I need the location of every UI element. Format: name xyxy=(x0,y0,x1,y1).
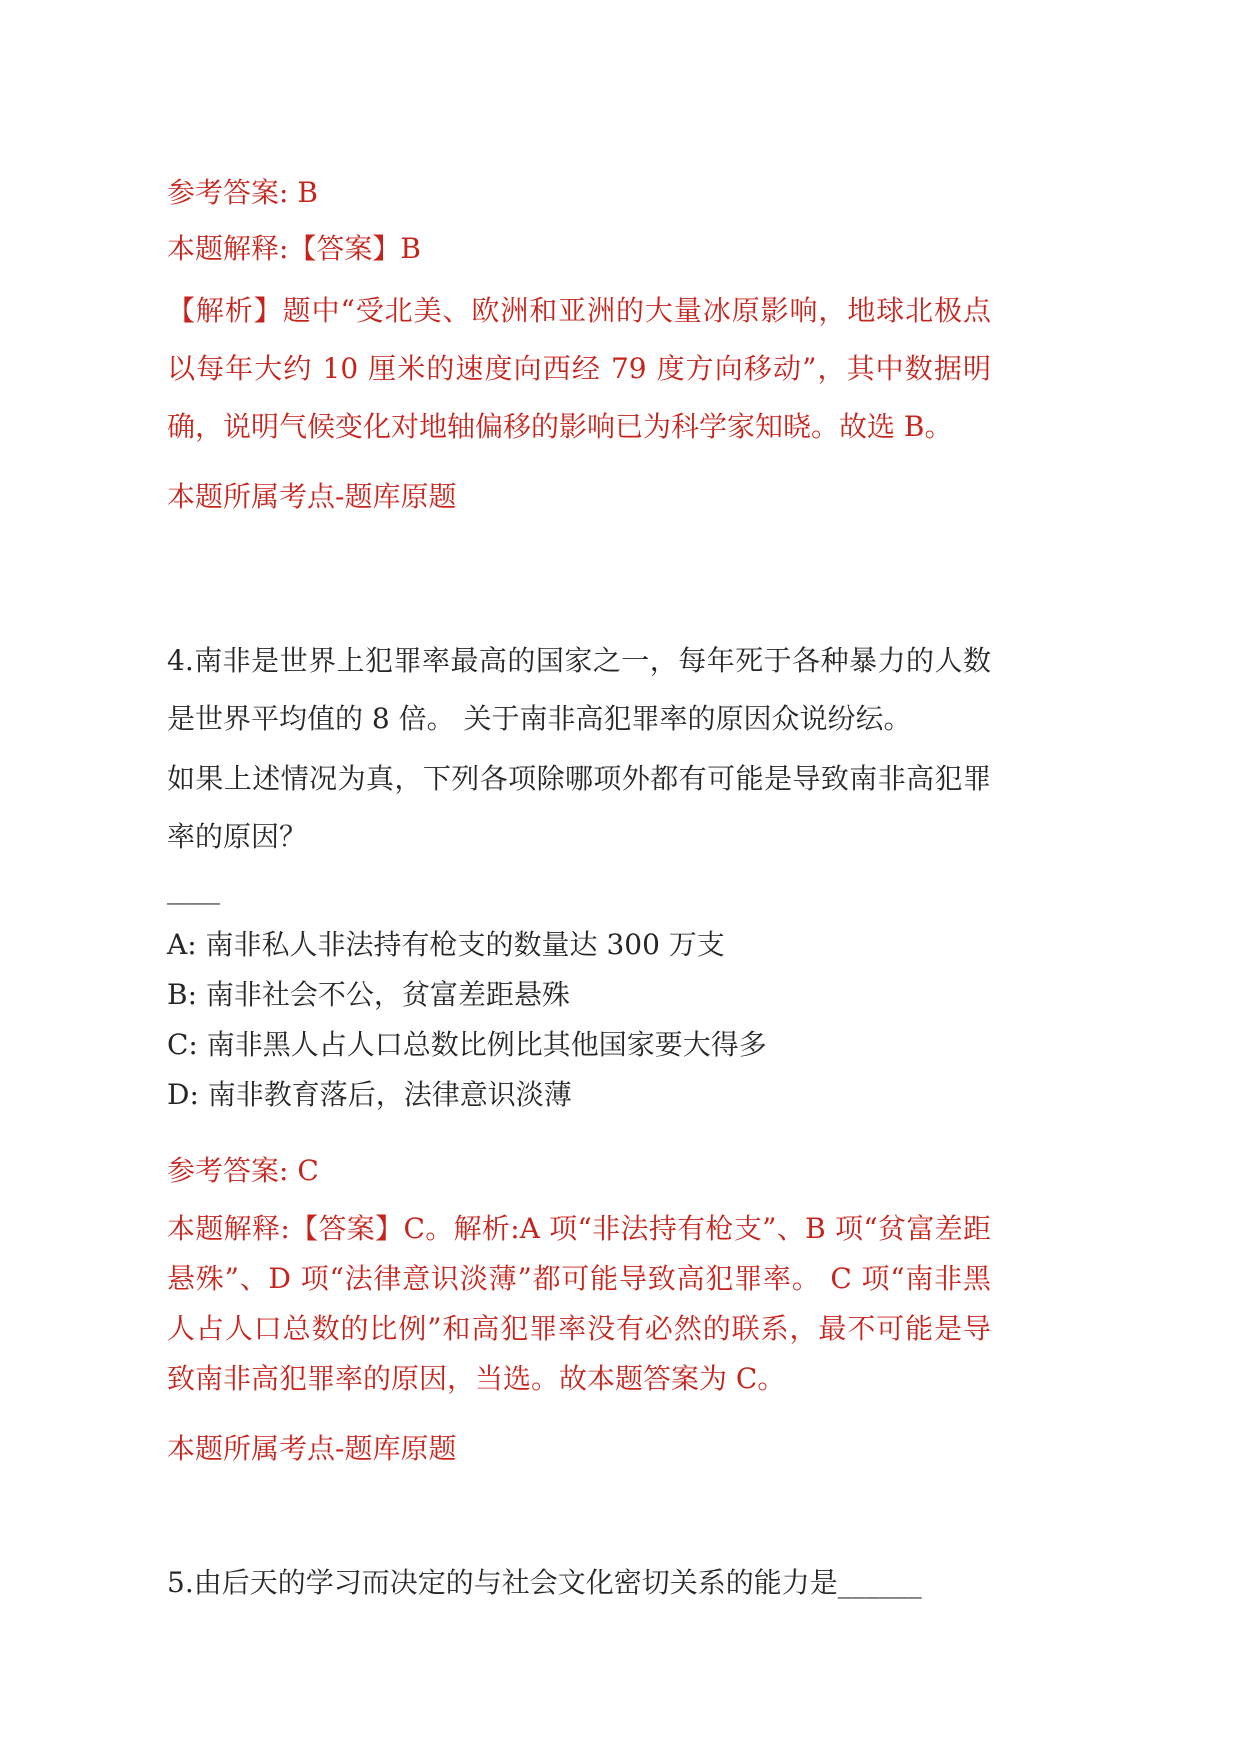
page-content xyxy=(167,178,991,1598)
q4-option-a: A: 南非私人非法持有枪支的数量达 300 万支 xyxy=(167,928,725,961)
q4-source-note: 本题所属考点-题库原题 xyxy=(167,1432,457,1465)
q5-question-stem: 5.由后天的学习而决定的与社会文化密切关系的能力是______ xyxy=(167,1566,922,1599)
q3-explanation-heading: 本题解释:【答案】B xyxy=(167,232,422,265)
q4-reference-answer: 参考答案: C xyxy=(167,1154,319,1187)
q4-option-d: D: 南非教育落后，法律意识淡薄 xyxy=(167,1078,572,1111)
q3-source-note: 本题所属考点-题库原题 xyxy=(167,480,457,513)
q3-reference-answer: 参考答案: B xyxy=(167,176,318,209)
q3-analysis-paragraph: 【解析】题中“受北美、欧洲和亚洲的大量冰原影响，地球北极点以每年大约 10 厘米的速度向西经 79 度方向移动”，其中数据明确，说明气候变化对地轴偏移的影响已为科学家知晓。故选 B。 xyxy=(167,294,991,443)
q4-question-stem: 4.南非是世界上犯罪率最高的国家之一，每年死于各种暴力的人数是世界平均值的 8 倍。 关于南非高犯罪率的原因众说纷纭。 xyxy=(167,644,991,735)
q4-explanation-paragraph: 本题解释:【答案】C。解析:A 项“非法持有枪支”、B 项“贫富差距悬殊”、D 项“法律意识淡薄”都可能导致高犯罪率。 C 项“南非黑人占人口总数的比例”和高犯罪率没有必然的联系，最不可能是导致南非高犯罪率的原因，当选。故本题答案为 C。 xyxy=(167,1212,991,1395)
q4-answer-blank: ____ xyxy=(167,872,219,905)
q4-option-b: B: 南非社会不公，贫富差距悬殊 xyxy=(167,978,570,1011)
q4-question-condition: 如果上述情况为真，下列各项除哪项外都有可能是导致南非高犯罪率的原因？ xyxy=(167,762,991,853)
q4-option-c: C: 南非黑人占人口总数比例比其他国家要大得多 xyxy=(167,1028,767,1061)
